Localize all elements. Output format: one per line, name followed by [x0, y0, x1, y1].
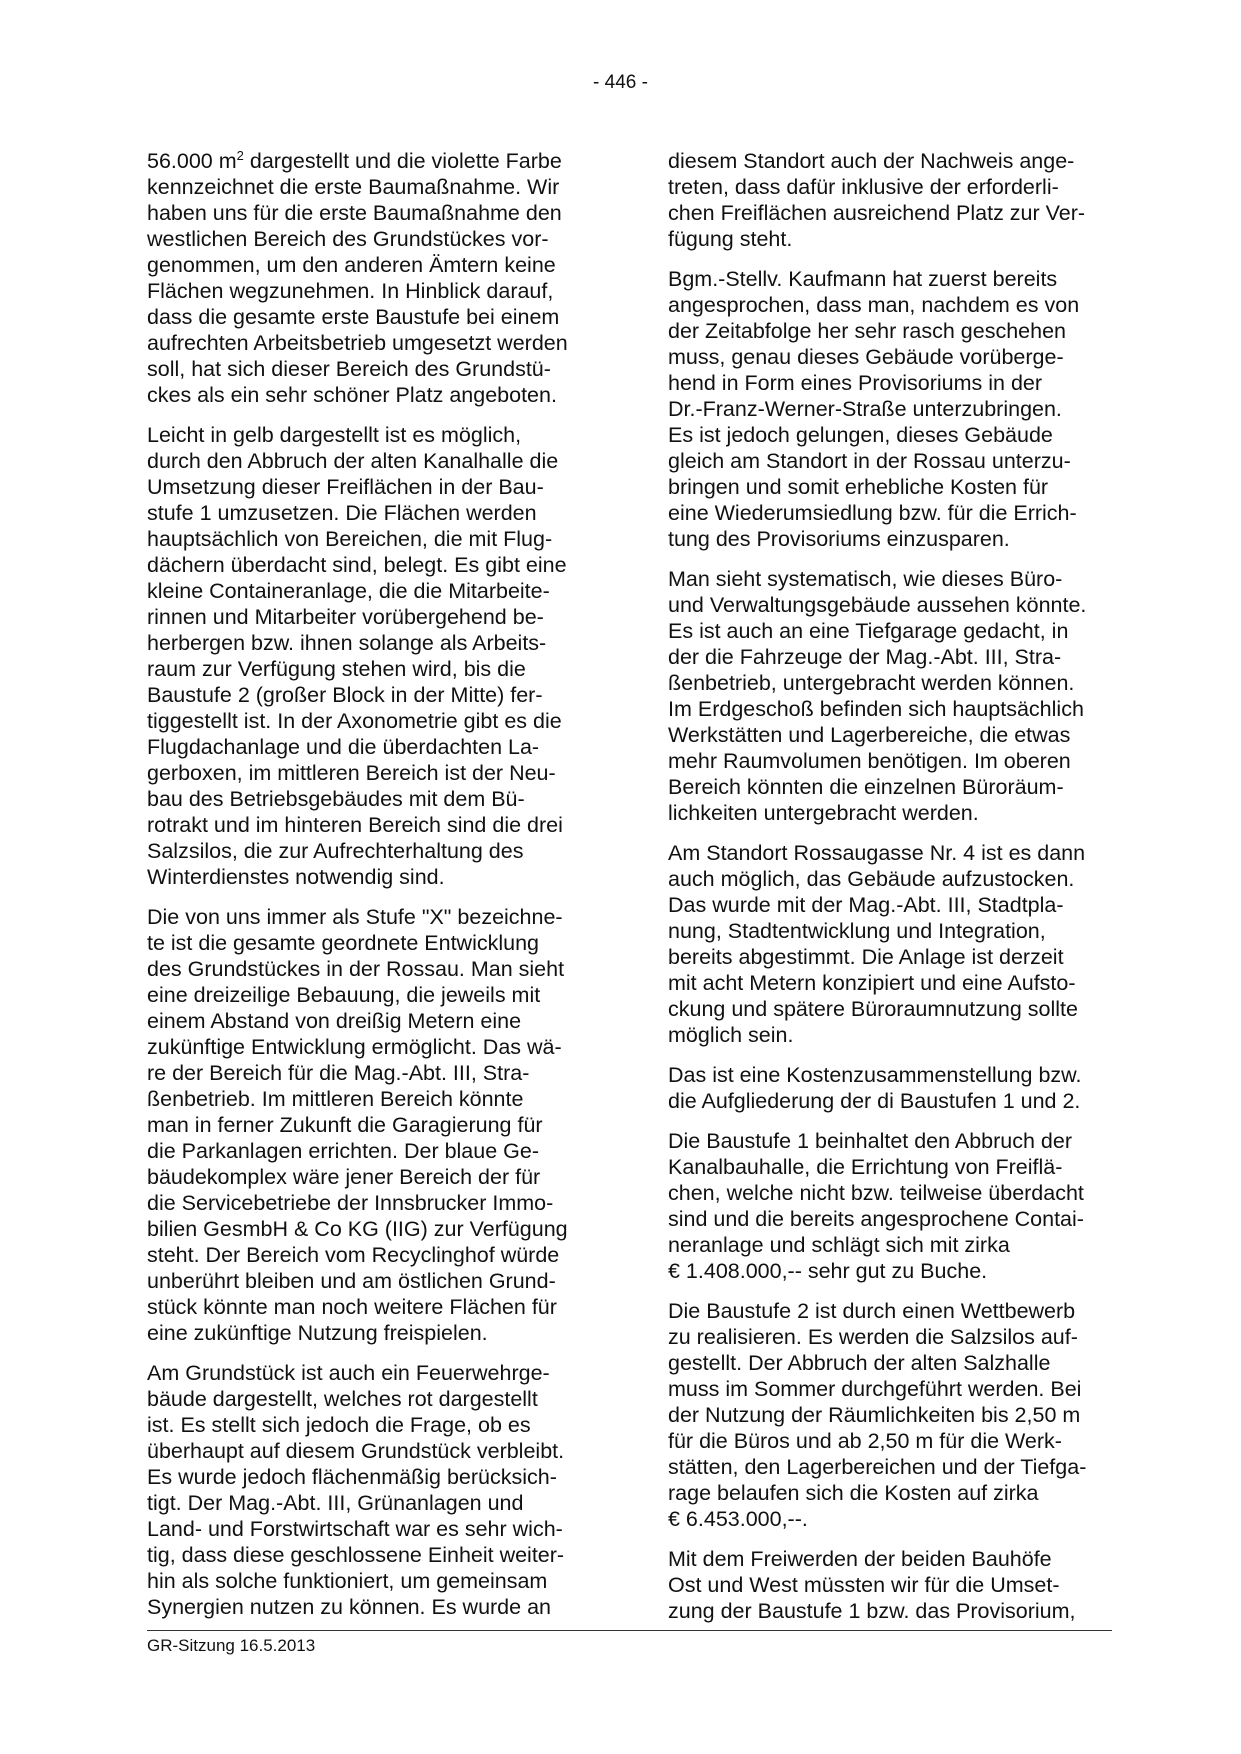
text-line: tigt. Der Mag.-Abt. III, Grünanlagen und — [147, 1491, 524, 1515]
text-line: überhaupt auf diesem Grundstück verbleibt. — [147, 1439, 565, 1463]
text-line: möglich sein. — [668, 1023, 794, 1047]
text-line: des Grundstückes in der Rossau. Man sieht — [147, 957, 565, 981]
text-line: einem Abstand von dreißig Metern eine — [147, 1009, 522, 1033]
text-line: rinnen und Mitarbeiter vorübergehend be- — [147, 605, 544, 629]
text-line: Kanalbauhalle, die Errichtung von Freiflä- — [668, 1155, 1063, 1179]
text-line: neranlage und schlägt sich mit zirka — [668, 1233, 1010, 1257]
text-line: € 1.408.000,-- sehr gut zu Buche. — [668, 1259, 988, 1283]
text-line: stück könnte man noch weitere Flächen für — [147, 1295, 557, 1319]
text-line: Die von uns immer als Stufe "X" bezeichne- — [147, 905, 563, 929]
text-line: kleine Containeranlage, die die Mitarbeite- — [147, 579, 550, 603]
paragraph — [147, 1360, 605, 1620]
text-line: mehr Raumvolumen benötigen. Im oberen — [668, 749, 1071, 773]
paragraph — [668, 840, 1126, 1048]
text-line: der Zeitabfolge her sehr rasch geschehen — [668, 319, 1066, 343]
text-line: muss, genau dieses Gebäude vorüberge- — [668, 345, 1064, 369]
text-line: ist. Es stellt sich jedoch die Frage, ob es — [147, 1413, 531, 1437]
text-line: Land- und Forstwirtschaft war es sehr wich- — [147, 1517, 563, 1541]
text-line: Im Erdgeschoß befinden sich hauptsächlich — [668, 697, 1084, 721]
text-line: die Aufgliederung der di Baustufen 1 und 2. — [668, 1089, 1081, 1113]
text-line: ckung und spätere Büroraumnutzung sollte — [668, 997, 1078, 1021]
text-line: Bgm.-Stellv. Kaufmann hat zuerst bereits — [668, 267, 1058, 291]
text-line: eine dreizeilige Bebauung, die jeweils mit — [147, 983, 541, 1007]
text-line: kennzeichnet die erste Baumaßnahme. Wir — [147, 175, 560, 199]
text-line-part: 56.000 m — [147, 149, 237, 173]
right-column — [668, 148, 1126, 1638]
text-line: te ist die gesamte geordnete Entwicklung — [147, 931, 540, 955]
text-line: lichkeiten untergebracht werden. — [668, 801, 979, 825]
text-line: muss im Sommer durchgeführt werden. Bei — [668, 1377, 1082, 1401]
text-line: unberührt bleiben und am östlichen Grund- — [147, 1269, 556, 1293]
text-line: man in ferner Zukunft die Garagierung für — [147, 1113, 543, 1137]
text-line: Winterdienstes notwendig sind. — [147, 865, 445, 889]
text-line: tiggestellt ist. In der Axonometrie gibt es die — [147, 709, 562, 733]
text-line: Es ist jedoch gelungen, dieses Gebäude — [668, 423, 1053, 447]
text-line: auch möglich, das Gebäude aufzustocken. — [668, 867, 1075, 891]
text-line: der Nutzung der Räumlichkeiten bis 2,50 m — [668, 1403, 1081, 1427]
paragraph — [147, 148, 605, 408]
text-line: Die Baustufe 2 ist durch einen Wettbewerb — [668, 1299, 1076, 1323]
text-line: zung der Baustufe 1 bzw. das Provisorium, — [668, 1599, 1076, 1623]
left-column — [147, 148, 605, 1634]
paragraph — [668, 266, 1126, 552]
text-line: westlichen Bereich des Grundstückes vor- — [147, 227, 549, 251]
text-line: zu realisieren. Es werden die Salzsilos auf- — [668, 1325, 1078, 1349]
paragraph — [668, 148, 1126, 252]
text-line: angesprochen, dass man, nachdem es von — [668, 293, 1080, 317]
text-line: mit acht Metern konzipiert und eine Aufsto- — [668, 971, 1076, 995]
text-line: ßenbetrieb. Im mittleren Bereich könnte — [147, 1087, 524, 1111]
text-line: nung, Stadtentwicklung und Integration, — [668, 919, 1046, 943]
text-line: raum zur Verfügung stehen wird, bis die — [147, 657, 526, 681]
paragraph — [147, 422, 605, 890]
footer-text: GR-Sitzung 16.5.2013 — [147, 1636, 316, 1655]
text-line: bäudekomplex wäre jener Bereich der für — [147, 1165, 541, 1189]
paragraph — [668, 566, 1126, 826]
text-line: dass die gesamte erste Baustufe bei einem — [147, 305, 560, 329]
text-line: haben uns für die erste Baumaßnahme den — [147, 201, 562, 225]
text-line: € 6.453.000,--. — [668, 1507, 808, 1531]
text-line: hauptsächlich von Bereichen, die mit Flug- — [147, 527, 553, 551]
paragraph — [668, 1062, 1126, 1114]
text-line: gerboxen, im mittleren Bereich ist der Neu- — [147, 761, 556, 785]
text-line: ßenbetrieb, untergebracht werden können. — [668, 671, 1075, 695]
superscript: 2 — [236, 147, 244, 163]
text-line: hend in Form eines Provisoriums in der — [668, 371, 1043, 395]
text-line: bilien GesmbH & Co KG (IIG) zur Verfügung — [147, 1217, 568, 1241]
text-line: re der Bereich für die Mag.-Abt. III, Stra- — [147, 1061, 530, 1085]
text-line: die Servicebetriebe der Innsbrucker Immo- — [147, 1191, 554, 1215]
text-line: Man sieht systematisch, wie dieses Büro- — [668, 567, 1063, 591]
text-line: Flugdachanlage und die überdachten La- — [147, 735, 540, 759]
text-line: fügung steht. — [668, 227, 793, 251]
text-line: Das wurde mit der Mag.-Abt. III, Stadtpla- — [668, 893, 1064, 917]
text-line: Umsetzung dieser Freiflächen in der Bau- — [147, 475, 544, 499]
paragraph — [668, 1128, 1126, 1284]
paragraph — [668, 1546, 1126, 1624]
text-line: diesem Standort auch der Nachweis ange- — [668, 149, 1075, 173]
text-line: stufe 1 umzusetzen. Die Flächen werden — [147, 501, 537, 525]
text-line: tung des Provisoriums einzusparen. — [668, 527, 1010, 551]
text-line: die Parkanlagen errichten. Der blaue Ge- — [147, 1139, 539, 1163]
text-line: herbergen bzw. ihnen solange als Arbeits- — [147, 631, 547, 655]
text-line: gleich am Standort in der Rossau unterzu- — [668, 449, 1071, 473]
text-line: gestellt. Der Abbruch der alten Salzhalle — [668, 1351, 1051, 1375]
paragraph — [668, 1298, 1126, 1532]
text-line: Mit dem Freiwerden der beiden Bauhöfe — [668, 1547, 1052, 1571]
text-line: sind und die bereits angesprochene Contai- — [668, 1207, 1084, 1231]
page-number: - 446 - — [593, 72, 648, 93]
text-line: genommen, um den anderen Ämtern keine — [147, 253, 556, 277]
text-line: Die Baustufe 1 beinhaltet den Abbruch der — [668, 1129, 1073, 1153]
text-line — [147, 148, 605, 174]
text-line: rage belaufen sich die Kosten auf zirka — [668, 1481, 1039, 1505]
text-line: Dr.-Franz-Werner-Straße unterzubringen. — [668, 397, 1062, 421]
text-line: und Verwaltungsgebäude aussehen könnte. — [668, 593, 1087, 617]
text-line-part: dargestellt und die violette Farbe — [243, 149, 562, 173]
text-line: Leicht in gelb dargestellt ist es möglich, — [147, 423, 522, 447]
text-line: rotrakt und im hinteren Bereich sind die drei — [147, 813, 563, 837]
text-line: treten, dass dafür inklusive der erforderli- — [668, 175, 1059, 199]
text-line: durch den Abbruch der alten Kanalhalle die — [147, 449, 559, 473]
text-line: Bereich könnten die einzelnen Büroräum- — [668, 775, 1064, 799]
text-line: tig, dass diese geschlossene Einheit weiter- — [147, 1543, 565, 1567]
text-line: der die Fahrzeuge der Mag.-Abt. III, Stra- — [668, 645, 1062, 669]
text-line: dächern überdacht sind, belegt. Es gibt eine — [147, 553, 567, 577]
text-line: für die Büros und ab 2,50 m für die Werk- — [668, 1429, 1062, 1453]
text-line: eine Wiederumsiedlung bzw. für die Errich- — [668, 501, 1077, 525]
text-line: zukünftige Entwicklung ermöglicht. Das wä- — [147, 1035, 562, 1059]
text-line: Werkstätten und Lagerbereiche, die etwas — [668, 723, 1071, 747]
text-line: Flächen wegzunehmen. In Hinblick darauf, — [147, 279, 554, 303]
text-line: Am Grundstück ist auch ein Feuerwehrge- — [147, 1361, 550, 1385]
text-line: aufrechten Arbeitsbetrieb umgesetzt werden — [147, 331, 568, 355]
text-line: Ost und West müssten wir für die Umset- — [668, 1573, 1060, 1597]
text-line: stätten, den Lagerbereichen und der Tiefga- — [668, 1455, 1087, 1479]
footer-divider — [147, 1630, 1112, 1631]
text-line: Es ist auch an eine Tiefgarage gedacht, in — [668, 619, 1069, 643]
text-line: Es wurde jedoch flächenmäßig berücksich- — [147, 1465, 557, 1489]
text-line: bäude dargestellt, welches rot dargestellt — [147, 1387, 538, 1411]
text-line: Das ist eine Kostenzusammenstellung bzw. — [668, 1063, 1082, 1087]
text-line: ckes als ein sehr schöner Platz angeboten. — [147, 383, 557, 407]
text-line: Baustufe 2 (großer Block in der Mitte) fer- — [147, 683, 543, 707]
text-line: soll, hat sich dieser Bereich des Grundstü- — [147, 357, 551, 381]
text-line: bereits abgestimmt. Die Anlage ist derzeit — [668, 945, 1064, 969]
text-line: bau des Betriebsgebäudes mit dem Bü- — [147, 787, 525, 811]
text-line: Synergien nutzen zu können. Es wurde an — [147, 1595, 551, 1619]
text-line: eine zukünftige Nutzung freispielen. — [147, 1321, 488, 1345]
text-line: Am Standort Rossaugasse Nr. 4 ist es dann — [668, 841, 1086, 865]
text-line: hin als solche funktioniert, um gemeinsam — [147, 1569, 548, 1593]
text-line: steht. Der Bereich vom Recyclinghof würde — [147, 1243, 560, 1267]
text-line: chen, welche nicht bzw. teilweise überdacht — [668, 1181, 1084, 1205]
paragraph — [147, 904, 605, 1346]
text-line: bringen und somit erhebliche Kosten für — [668, 475, 1049, 499]
text-line: chen Freiflächen ausreichend Platz zur Ver- — [668, 201, 1086, 225]
text-line: Salzsilos, die zur Aufrechterhaltung des — [147, 839, 524, 863]
